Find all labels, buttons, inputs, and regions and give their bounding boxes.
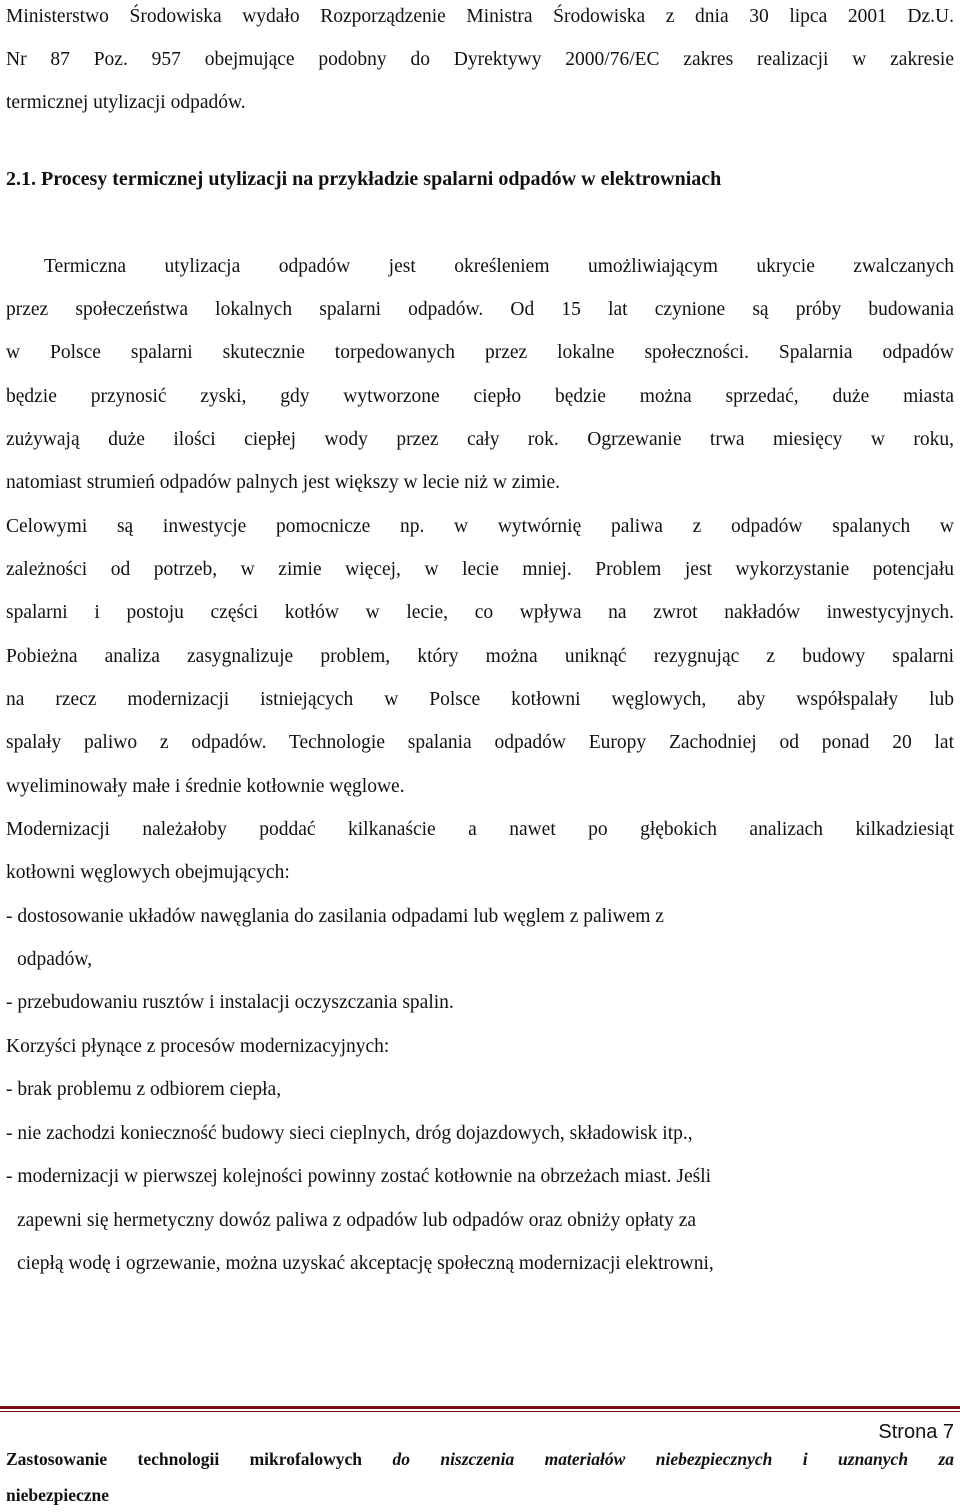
paragraph-line: przez społeczeństwa lokalnych spalarni odpadów. Od 15 lat czynione są próby budowania: [6, 299, 954, 320]
paragraph-line: na rzecz modernizacji istniejących w Polsce kotłowni węglowych, aby współspalały lub: [6, 689, 954, 710]
paragraph-line: wyeliminowały małe i średnie kotłownie węglowe.: [6, 776, 405, 797]
footer-title-line2: niebezpieczne: [6, 1485, 110, 1505]
paragraph-line: Pobieżna analiza zasygnalizuje problem, który można uniknąć rezygnując z budowy spalarni: [6, 646, 954, 667]
paragraph-line: Korzyści płynące z procesów modernizacyjnych:: [6, 1036, 390, 1057]
paragraph-line: Modernizacji należałoby poddać kilkanaście a nawet po głębokich analizach kilkadziesiąt: [6, 819, 954, 840]
list-item-continuation: zapewni się hermetyczny dowóz paliwa z odpadów lub odpadów oraz obniży opłaty za: [17, 1210, 697, 1231]
paragraph-line: spalarni i postoju części kotłów w lecie, co wpływa na zwrot nakładów inwestycyjnych.: [6, 602, 954, 623]
paragraph-line: kotłowni węglowych obejmujących:: [6, 862, 290, 883]
body-text-line: Nr 87 Poz. 957 obejmujące podobny do Dyrektywy 2000/76/EC zakres realizacji w zakresie: [6, 49, 954, 70]
paragraph-line: zużywają duże ilości ciepłej wody przez cały rok. Ogrzewanie trwa miesięcy w roku,: [6, 429, 954, 450]
paragraph-line: Termiczna utylizacja odpadów jest określeniem umożliwiającym ukrycie zwalczanych: [44, 256, 954, 277]
paragraph-line: w Polsce spalarni skutecznie torpedowanych przez lokalne społeczności. Spalarnia odpadów: [6, 342, 954, 363]
paragraph-line: Celowymi są inwestycje pomocnicze np. w wytwórnię paliwa z odpadów spalanych w: [6, 516, 954, 537]
body-text-line: Ministerstwo Środowiska wydało Rozporządzenie Ministra Środowiska z dnia 30 lipca 2001 Dz.U.: [6, 6, 954, 27]
list-item: - brak problemu z odbiorem ciepła,: [6, 1079, 282, 1100]
list-item: - nie zachodzi konieczność budowy sieci cieplnych, dróg dojazdowych, składowisk itp.,: [6, 1123, 693, 1144]
paragraph-line: zależności od potrzeb, w zimie więcej, w lecie mniej. Problem jest wykorzystanie potencjału: [6, 559, 954, 580]
footer-divider: [0, 1406, 960, 1409]
body-text-line: termicznej utylizacji odpadów.: [6, 92, 246, 113]
list-item-continuation: ciepłą wodę i ogrzewanie, można uzyskać akceptację społeczną modernizacji elektrowni,: [17, 1253, 714, 1274]
page-number: Strona 7: [878, 1421, 954, 1443]
paragraph-line: spalały paliwo z odpadów. Technologie spalania odpadów Europy Zachodniej od ponad 20 lat: [6, 732, 954, 753]
footer-title-line: [6, 1448, 954, 1470]
paragraph-line: natomiast strumień odpadów palnych jest większy w lecie niż w zimie.: [6, 472, 560, 493]
section-heading: 2.1. Procesy termicznej utylizacji na przykładzie spalarni odpadów w elektrowniach: [6, 168, 722, 190]
list-item-continuation: odpadów,: [17, 949, 93, 970]
list-item: - modernizacji w pierwszej kolejności powinny zostać kotłownie na obrzeżach miast. Jeśli: [6, 1166, 712, 1187]
footer-title-italic: do niszczenia materiałów niebezpiecznych i uznanych za: [392, 1449, 955, 1469]
list-item: - przebudowaniu rusztów i instalacji oczyszczania spalin.: [6, 992, 454, 1013]
list-item: - dostosowanie układów nawęglania do zasilania odpadami lub węglem z paliwem z: [6, 906, 664, 927]
footer-divider-thin: [0, 1411, 960, 1412]
footer-title-bold: Zastosowanie technologii mikrofalowych: [6, 1449, 363, 1469]
paragraph-line: będzie przynosić zyski, gdy wytworzone ciepło będzie można sprzedać, duże miasta: [6, 386, 954, 407]
